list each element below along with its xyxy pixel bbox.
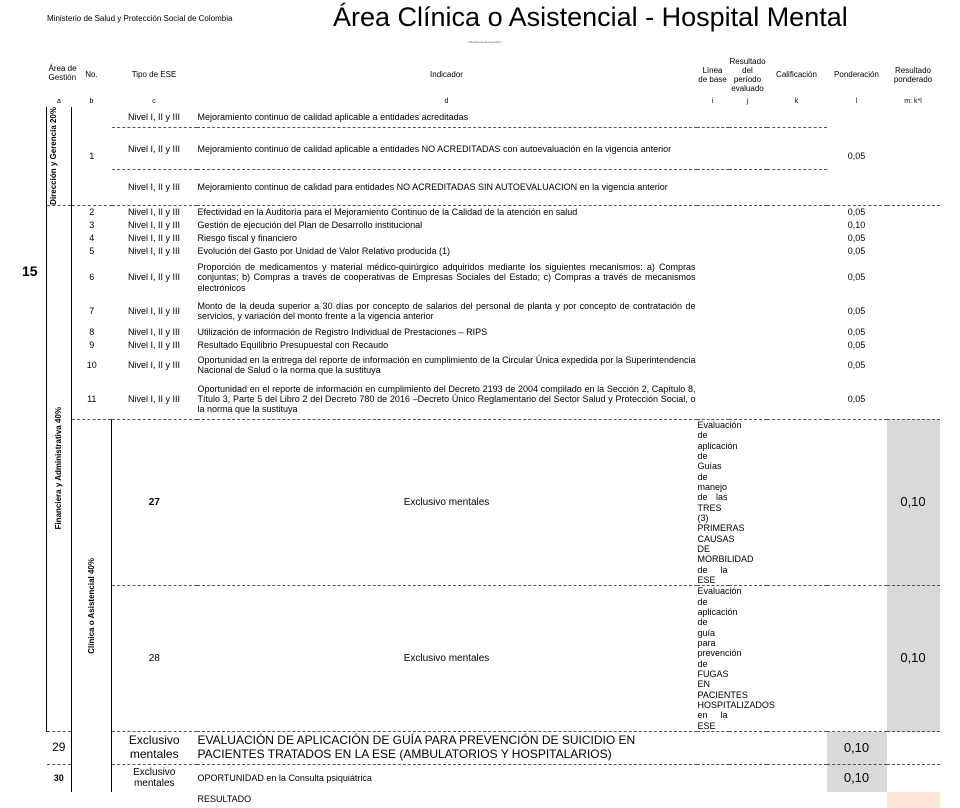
col-no: No.	[85, 70, 98, 80]
table-row	[47, 732, 940, 765]
table-row	[47, 338, 940, 351]
area-clinica	[72, 419, 112, 791]
col-area: Área de Gestión	[48, 64, 77, 83]
row-indicador: Riesgo fiscal y financiero	[197, 232, 298, 243]
row-tipo: Nivel I, II y III	[127, 306, 180, 317]
row-ponderacion: 0,05	[847, 150, 866, 161]
area-financiera-label: Financiera y Administrativa 40%	[54, 407, 64, 530]
row-number: 10	[86, 360, 97, 371]
table-row	[47, 218, 940, 231]
indicators-table	[46, 52, 940, 808]
row-tipo: Exclusivo mentales	[197, 419, 697, 586]
area-financiera	[47, 205, 72, 731]
col-resultado-periodo: Resultado del período evaluado	[729, 56, 766, 94]
col-indicador: Indicador	[430, 70, 463, 80]
row-indicador: Oportunidad en el reporte de información en cumplimiento del Decreto 2193 de 2004 compilado en la Sección 2, Capítulo 8, Título 3, Parte 5 del Libro 2 del Decreto 780 de 2016 –Decreto Único Reglamentario del Sector Salud y Protección Social, o la norma que la sustituya	[197, 383, 696, 415]
row-ponderacion: 0,05	[827, 205, 887, 218]
row-ponderacion: 0,10	[887, 586, 940, 732]
row-tipo: Nivel I, II y III	[127, 112, 180, 122]
row-indicador: Proporción de medicamentos y material médico-quirúrgico adquiridos mediante los siguientes mecanismos: a) Compras conjuntas; b) Compras a través de cooperativas de Empresas Sociales del Estado; c) Compras a través de mecanismos electrónicos	[197, 261, 696, 293]
area-direccion	[47, 107, 72, 205]
row-number: 2	[72, 205, 112, 218]
row-ponderacion: 0,05	[847, 326, 866, 337]
row-number: 5	[89, 245, 95, 256]
row-indicador: Mejoramiento continuo de calidad aplicable a entidades acreditadas	[197, 112, 469, 122]
row-tipo: Exclusivo mentales	[112, 765, 197, 792]
letter-i: i	[711, 98, 714, 106]
row-number: 6	[89, 272, 95, 283]
result-row	[47, 792, 940, 808]
row-indicador: Evaluación de aplicación de guía para prevención de FUGAS EN PACIENTES HOSPITALIZADOS en la ESE	[697, 586, 775, 731]
table-row	[47, 419, 940, 586]
row-indicador: Mejoramiento continuo de calidad aplicable a entidades NO ACREDITADAS con autoevaluación en la vigencia anterior	[197, 128, 697, 170]
row-indicador: Efectividad en la Auditoría para el Mejoramiento Continuo de la Calidad de la atención en salud	[197, 205, 697, 218]
row-indicador: Evaluación de aplicación de Guías de manejo de las TRES (3) PRIMERAS CAUSAS DE MORBILIDAD de la ESE	[697, 419, 754, 585]
letter-j: j	[746, 98, 749, 106]
row-ponderacion: 0,05	[847, 339, 866, 350]
row-number: 27	[112, 419, 197, 586]
row-indicador: Monto de la deuda superior a 30 días por concepto de salarios del personal de planta y por concepto de contratación de servicios, y variación del monto frente a la vigencia anterior	[197, 300, 696, 322]
row-number: 4	[89, 232, 95, 243]
row-tipo: Nivel I, II y III	[112, 128, 197, 170]
table-row	[47, 231, 940, 244]
col-ponderacion: Ponderación	[834, 70, 879, 80]
table-row	[47, 170, 940, 206]
row-indicador: EVALUACIÓN DE APLICACIÓN DE GUÍA PARA PREVENCIÓN DE SUICIDIO EN PACIENTES TRATADOS EN LA ESE (AMBULATORIOS Y HOSPITALARIOS)	[197, 732, 697, 765]
row-tipo: Exclusivo mentales	[197, 586, 697, 732]
row-tipo: Nivel I, II y III	[127, 232, 180, 243]
col-calificacion: Calificación	[776, 70, 817, 80]
row-indicador: Evolución del Gasto por Unidad de Valor Relativo producida (1)	[197, 245, 450, 256]
table-row	[47, 765, 940, 792]
row-tipo: Nivel I, II y III	[127, 393, 180, 404]
row-indicador: Gestión de ejecución del Plan de Desarrollo institucional	[197, 219, 423, 230]
row-indicador: Mejoramiento continuo de calidad para entidades NO ACREDITADAS SIN AUTOEVALUACION en la vigencia anterior	[197, 170, 697, 206]
row-tipo: Nivel I, II y III	[127, 360, 180, 371]
row-indicador: OPORTUNIDAD en la Consulta psiquiátrica	[197, 765, 697, 792]
row-ponderacion: 0,05	[847, 232, 866, 243]
table-row	[47, 379, 940, 419]
row-ponderacion: 0,10	[827, 732, 887, 765]
letters-row	[47, 98, 940, 107]
row-number: 28	[112, 586, 197, 732]
page-number: 15	[22, 263, 38, 279]
letter-d: d	[444, 98, 449, 106]
row-number: 9	[89, 339, 95, 350]
result-label: RESULTADO	[197, 794, 252, 805]
row-number: 1	[89, 150, 95, 161]
row-ponderacion: 0,05	[847, 306, 866, 317]
col-tipo: Tipo de ESE	[131, 70, 177, 80]
row-ponderacion: 0,05	[847, 245, 866, 256]
row-ponderacion: 0,10	[847, 219, 866, 230]
ministry-label: Ministerio de Salud y Protección Social de Colombia	[47, 14, 233, 23]
row-tipo: Nivel I, II y III	[127, 339, 180, 350]
table-row	[47, 128, 940, 170]
row-ponderacion: 0,10	[887, 419, 940, 586]
row-number: 11	[87, 393, 97, 404]
row-ponderacion: 0,10	[827, 765, 887, 792]
letter-l: l	[855, 98, 858, 106]
row-ponderacion: 0,05	[847, 360, 866, 371]
area-clinica-label: Clínica o Asistencial 40%	[86, 557, 96, 654]
table-row	[47, 257, 940, 297]
row-indicador: Resultado Equilibrio Presupuestal con Recaudo	[197, 339, 389, 350]
row-indicador: Oportunidad en la entrega del reporte de información en cumplimiento de la Circular Única expedida por la Superintendencia Nacional de Salud o la norma que la sustituya	[197, 354, 696, 376]
row-tipo: Nivel I, II y III	[112, 205, 197, 218]
row-number: 30	[47, 765, 72, 792]
total-result-cell	[887, 792, 940, 808]
letter-m: m: k*l	[904, 98, 922, 106]
letter-a: a	[57, 98, 61, 106]
row-number: 7	[89, 306, 95, 317]
row-number: 8	[89, 326, 95, 337]
table-row	[47, 297, 940, 325]
page-title: Área Clínica o Asistencial - Hospital Mental	[333, 2, 848, 32]
row-number: 3	[89, 219, 95, 230]
letter-c: c	[152, 98, 156, 106]
tiny-subtitle: Indicadores de la gestión	[468, 40, 502, 44]
col-linea-base: Línea de base	[698, 65, 727, 84]
row-number: 29	[47, 732, 72, 765]
row-tipo: Nivel I, II y III	[127, 245, 180, 256]
row-ponderacion: 0,05	[847, 272, 866, 283]
row-tipo: Nivel I, II y III	[112, 170, 197, 206]
area-direccion-label: Dirección y Gerencia 20%	[49, 107, 58, 205]
header-row	[47, 52, 940, 98]
col-resultado-ponderado: Resultado ponderado	[893, 65, 933, 84]
table-row	[47, 325, 940, 338]
table-row	[47, 205, 940, 218]
letter-b: b	[89, 98, 94, 106]
row-tipo: Nivel I, II y III	[127, 219, 180, 230]
letter-k: k	[794, 98, 799, 106]
row-tipo: Nivel I, II y III	[127, 272, 180, 283]
row-indicador: Utilización de información de Registro Individual de Prestaciones – RIPS	[197, 326, 488, 337]
table-row	[47, 244, 940, 257]
table-row	[47, 351, 940, 379]
table-row	[47, 586, 940, 732]
row-ponderacion: 0,05	[847, 393, 866, 404]
row-tipo: Nivel I, II y III	[127, 326, 180, 337]
table-row	[47, 107, 940, 128]
row-tipo: Exclusivo mentales	[112, 732, 197, 765]
